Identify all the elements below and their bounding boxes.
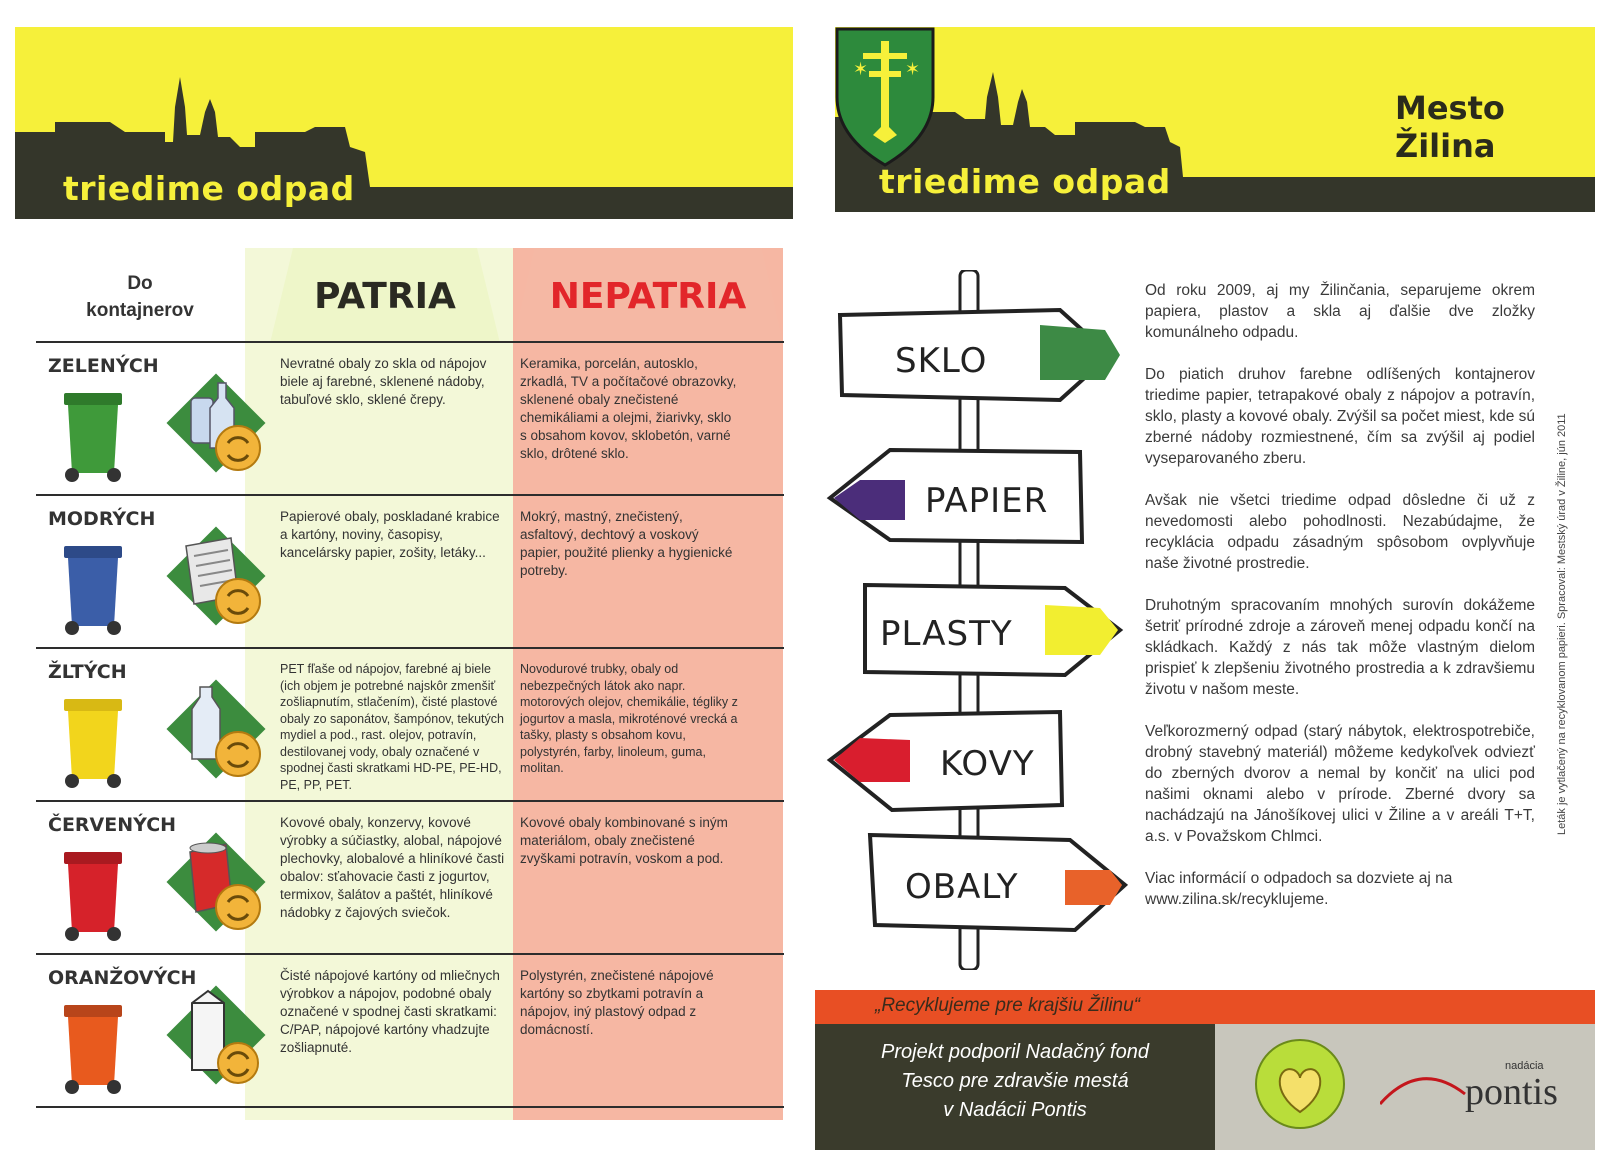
pontis-name: pontis	[1465, 1071, 1558, 1113]
sign-plasty	[865, 585, 1120, 675]
header-label-line2: kontajnerov	[86, 300, 194, 321]
row-label: ZELENÝCH	[48, 355, 159, 377]
green-bin-icon	[58, 385, 128, 485]
row-label: ORANŽOVÝCH	[48, 967, 197, 989]
nepatria-cell: Mokrý, mastný, znečistený, asfaltový, dechtový a voskový papier, použité plienky a hygienické potreby.	[520, 509, 733, 578]
sign-label: PAPIER	[925, 481, 1049, 521]
sponsor-line: Projekt podporil Nadačný fond	[881, 1041, 1149, 1063]
containers-header-label	[60, 270, 220, 324]
sponsor-line: Tesco pre zdravšie mestá	[901, 1070, 1129, 1092]
slogan-bar	[815, 990, 1595, 1024]
sign-label: SKLO	[895, 341, 988, 381]
plastic-bottle-icon	[156, 669, 276, 789]
yellow-bin-icon	[58, 691, 128, 791]
footer-sponsor-panel	[815, 1024, 1215, 1150]
sign-label: OBALY	[905, 867, 1019, 907]
sign-obaly	[870, 835, 1125, 930]
patria-heading: PATRIA	[314, 276, 456, 317]
row-label: ŽLTÝCH	[48, 661, 127, 683]
paragraph: Druhotným spracovaním mnohých surovín dokážeme šetriť prírodné zdroje a zároveň menej odpadu končí na skládkach. Každý z nás tak môže vlastným dielom prispieť k zlepšeniu životného prostredia a k zdravšiemu životu v našom meste.	[1145, 597, 1535, 698]
paragraph: Avšak nie všetci triedime odpad dôsledne či už z nevedomosti alebo pohodlnosti. Nezabúdajme, že recyklácia odpadu zásadným spôsobom ovplyvňuje naše životné prostredie.	[1145, 492, 1535, 572]
slogan-text: „Recyklujeme pre krajšiu Žilinu“	[875, 995, 1141, 1016]
glass-bottles-icon	[156, 363, 276, 483]
red-bin-icon	[58, 844, 128, 944]
nepatria-cell: Kovové obaly kombinované s iným materiálom, obaly znečistené zvyškami potravín, voskom a pod.	[520, 815, 728, 866]
patria-cell: Čisté nápojové kartóny od mliečnych výrobkov a nápojov, podobné obaly označené v spodnej časti skratkami: C/PAP, nápojové kartóny vhadzujte zošliapnuté.	[280, 968, 500, 1055]
sign-color-swatch	[1065, 870, 1122, 905]
header-label-line1: Do	[127, 273, 153, 294]
info-note	[1145, 868, 1535, 910]
right-page	[800, 0, 1600, 1163]
banner-title: triedime odpad	[879, 162, 1171, 201]
newspaper-icon	[156, 516, 276, 636]
vertical-print-note: Leták je vytlačený na recyklovanom papieri. Spracoval: Mestský úrad v Žiline, jún 2011	[1556, 413, 1568, 835]
metal-can-icon	[156, 822, 276, 942]
sign-color-swatch	[1045, 605, 1118, 655]
paragraph: Do piatich druhov farebne odlíšených kontajnerov triedime papier, tetrapakové obaly z nápojov a potravín, sklo, plasty a kovové obaly. Zvýšil sa počet miest, kde sú zberné nádoby rozmiestnené, čím sa zvýšil aj podiel vyseparovaného zberu.	[1145, 366, 1535, 467]
sign-sklo	[840, 310, 1120, 400]
sign-label: PLASTY	[880, 614, 1013, 654]
nepatria-cell: Keramika, porcelán, autosklo, zrkadlá, TV a počítačové obrazovky, sklenené obaly znečistené chemikáliami a olejmi, žiarivky, sklo s obsahom kovov, sklobetón, varné sklo, drôtené sklo.	[520, 356, 737, 461]
info-link[interactable]: www.zilina.sk/recyklujeme.	[1145, 891, 1329, 908]
orange-bin-icon	[58, 997, 128, 1097]
table-row-green	[36, 343, 784, 497]
nepatria-cell: Novodurové trubky, obaly od nebezpečných látok ako napr. motorových olejov, chemikálie, tégliky z jogurtov a masla, mikroténové vrecká a tašky, plasty s obsahom kovu, polystyrén, farby, linoleum, guma, molitan.	[520, 662, 738, 775]
info-paragraphs	[1145, 280, 1535, 931]
patria-cell: PET fľaše od nápojov, farebné aj biele (ich objem je potrebné najskôr zmenšiť zošliapnutím, stlačením), čisté plastové obaly zo saponátov, šampónov, tekutých mydiel a pod., rast. olejov, potravín, destilovanej vody, obaly označené v spodnej časti skratkami HD-PE, PE-HD, PE, PP, PET.	[280, 662, 504, 792]
patria-cell: Nevratné obaly zo skla od nápojov biele aj farebné, sklenené nádoby, tabuľové sklo, sklené črepy.	[280, 356, 487, 407]
banner-title: triedime odpad	[63, 169, 355, 208]
paragraph: Od roku 2009, aj my Žilinčania, separujeme okrem papiera, plastov a skla aj ďalšie dve zložky komunálneho odpadu.	[1145, 282, 1535, 341]
patria-cell: Kovové obaly, konzervy, kovové výrobky a súčiastky, alobal, nápojové plechovky, alobalové a hliníkové časti obalov: sťahovacie časti z jogurtov, termixov, šalátov a paštét, hliníkové nádobky z čajových sviečok.	[280, 815, 505, 920]
sign-color-swatch	[1040, 325, 1120, 380]
table-row-yellow	[36, 649, 784, 803]
right-header-banner	[835, 27, 1595, 212]
tesco-healthy-cities-logo-icon	[1250, 1034, 1350, 1134]
city-name: Mesto Žilina	[1395, 89, 1505, 165]
sign-kovy	[830, 712, 1062, 810]
table-row-blue	[36, 496, 784, 650]
sponsor-text	[815, 1038, 1215, 1125]
row-label: MODRÝCH	[48, 508, 156, 530]
blue-bin-icon	[58, 538, 128, 638]
left-header-banner	[15, 27, 793, 219]
svg-text:✶: ✶	[905, 59, 921, 79]
nepatria-cell: Polystyrén, znečistené nápojové kartóny so zbytkami potravín a nápojov, iný plastový odpad z domácností.	[520, 968, 714, 1037]
milk-carton-icon	[156, 975, 276, 1095]
sign-color-swatch	[834, 738, 910, 782]
paragraph: Veľkorozmerný odpad (starý nábytok, elektrospotrebiče, drobný stavebný materiál) môžeme kedykoľvek odviezť do zberných dvorov a nemal by končiť na ulici pod našimi oknami alebo v prírode. Zberné dvory sa nachádzajú na Jánošíkovej ulici v Žiline a v areáli T+T, a.s. v Považskom Chlmci.	[1145, 723, 1535, 845]
footer-logos-panel	[1215, 1024, 1595, 1150]
city-crest-icon	[835, 27, 935, 167]
nepatria-heading: NEPATRIA	[549, 276, 747, 317]
table-row-orange	[36, 955, 784, 1109]
signpost-illustration	[820, 270, 1140, 970]
info-text: Viac informácií o odpadoch sa dozviete aj na	[1145, 870, 1453, 887]
pontis-small-text: nadácia	[1505, 1060, 1544, 1072]
svg-text:✶: ✶	[853, 59, 869, 79]
sponsor-line: v Nadácii Pontis	[943, 1099, 1087, 1121]
row-label: ČERVENÝCH	[48, 814, 177, 836]
table-row-red	[36, 802, 784, 956]
patria-cell: Papierové obaly, poskladané krabice a kartóny, noviny, časopisy, kancelársky papier, zošity, letáky...	[280, 509, 500, 560]
sign-label: KOVY	[940, 744, 1035, 784]
sign-papier	[830, 450, 1082, 542]
